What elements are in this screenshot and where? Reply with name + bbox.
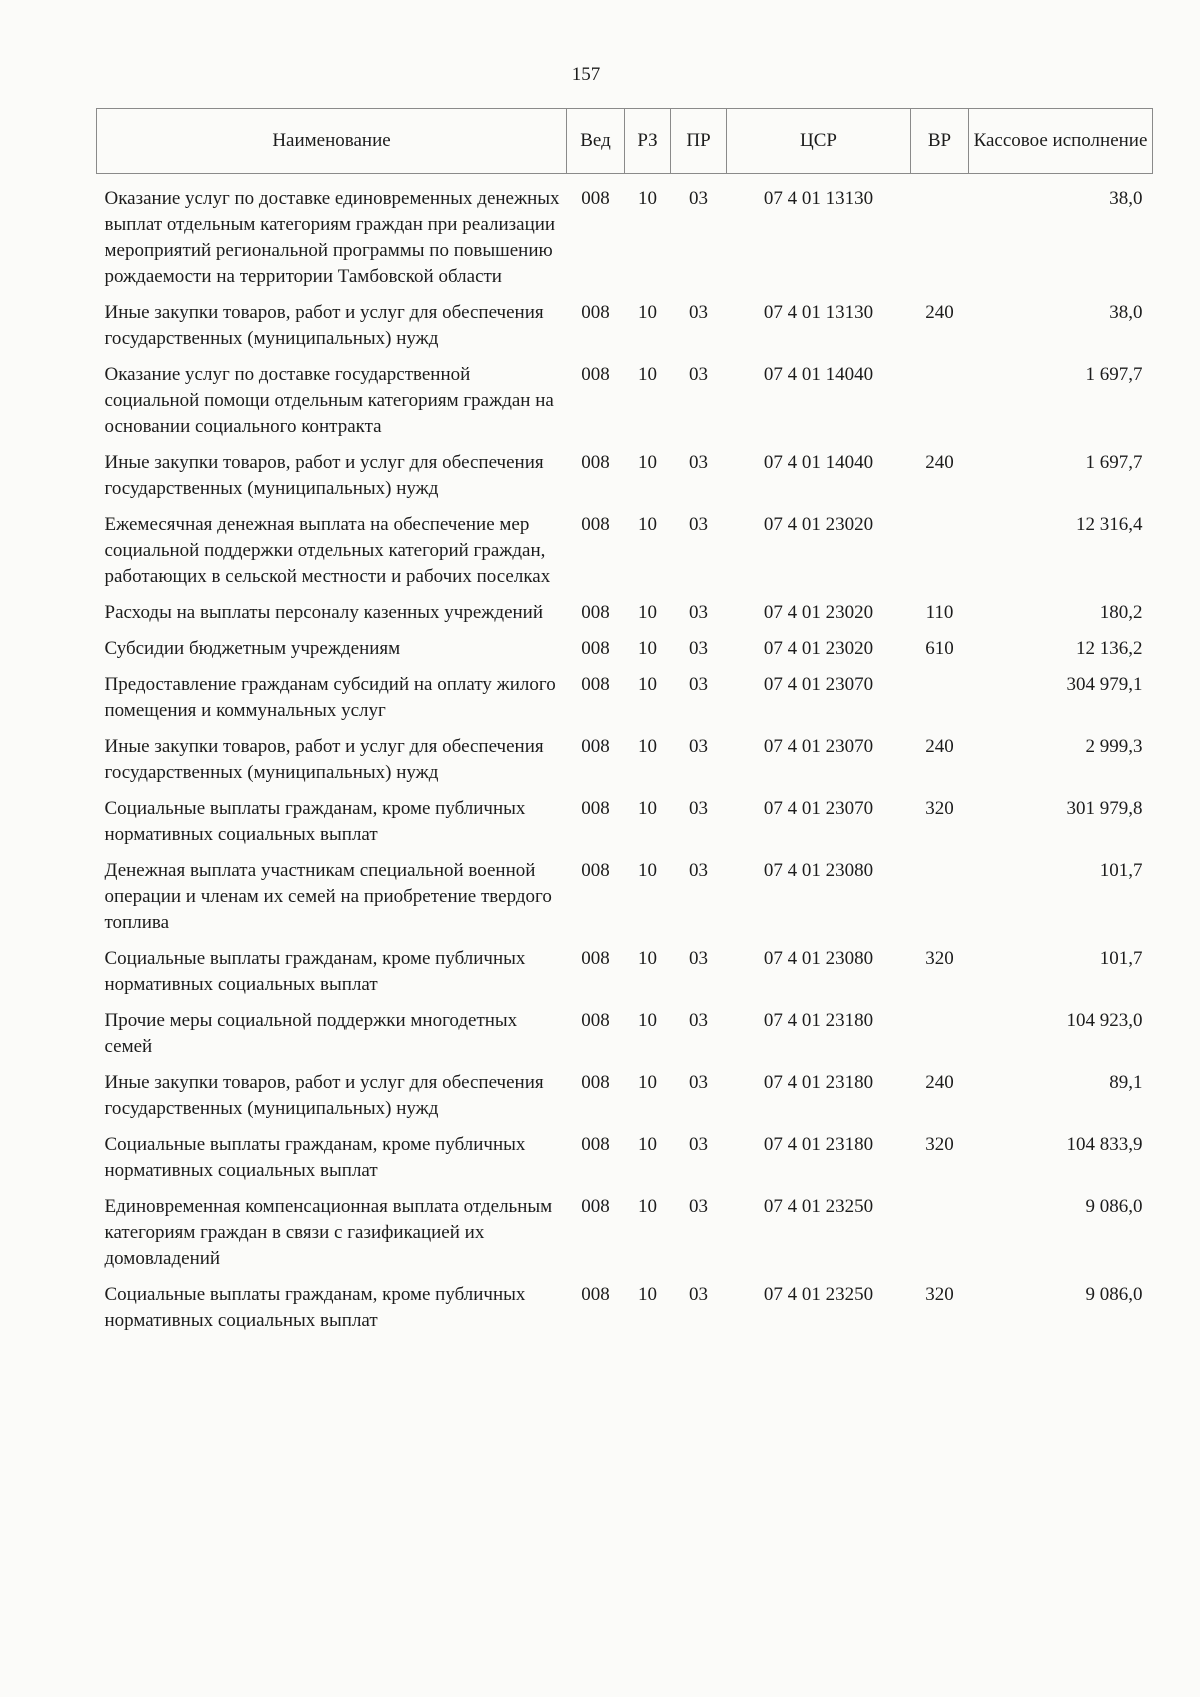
row-rz: 10 [638, 736, 657, 757]
row-sum: 180,2 [1099, 602, 1143, 623]
row-ved: 008 [581, 860, 610, 881]
row-rz: 10 [638, 1072, 657, 1093]
row-sum: 38,0 [1109, 188, 1143, 209]
row-vr: 240 [925, 302, 954, 323]
row-sum: 12 316,4 [1076, 514, 1143, 535]
row-sum: 301 979,8 [1066, 798, 1143, 819]
table-row [97, 186, 1153, 300]
spacer-row [97, 174, 1153, 187]
row-vr [911, 672, 969, 734]
row-sum: 101,7 [1099, 860, 1143, 881]
table-row [97, 450, 1153, 512]
row-rz: 10 [638, 1196, 657, 1217]
row-rz: 10 [638, 452, 657, 473]
row-name: Оказание услуг по доставке государственной социальной помощи отдельным категориям граждан на основании социального контракта [104, 364, 554, 437]
row-vr: 240 [925, 1072, 954, 1093]
row-pr: 03 [689, 514, 708, 535]
header-pr: ПР [671, 109, 727, 174]
row-csr: 07 4 01 23250 [763, 1196, 874, 1217]
row-ved: 008 [581, 364, 610, 385]
row-ved: 008 [581, 602, 610, 623]
row-rz: 10 [638, 1284, 657, 1305]
row-sum: 1 697,7 [1085, 452, 1143, 473]
row-csr: 07 4 01 13130 [763, 188, 874, 209]
row-sum: 9 086,0 [1085, 1196, 1143, 1217]
row-vr [911, 1008, 969, 1070]
row-name: Социальные выплаты гражданам, кроме публичных нормативных социальных выплат [104, 948, 526, 995]
row-name: Предоставление гражданам субсидий на оплату жилого помещения и коммунальных услуг [104, 674, 556, 721]
table-row [97, 512, 1153, 600]
row-sum: 38,0 [1109, 302, 1143, 323]
row-vr [911, 858, 969, 946]
table-row [97, 672, 1153, 734]
row-rz: 10 [638, 364, 657, 385]
row-name: Прочие меры социальной поддержки многодетных семей [104, 1010, 518, 1057]
row-ved: 008 [581, 638, 610, 659]
row-pr: 03 [689, 1196, 708, 1217]
row-csr: 07 4 01 23080 [763, 860, 874, 881]
row-csr: 07 4 01 23070 [763, 798, 874, 819]
header-rz: РЗ [625, 109, 671, 174]
row-vr: 320 [925, 1134, 954, 1155]
header-ved: Вед [567, 109, 625, 174]
row-name: Иные закупки товаров, работ и услуг для обеспечения государственных (муниципальных) нужд [104, 302, 544, 349]
row-name: Иные закупки товаров, работ и услуг для обеспечения государственных (муниципальных) нужд [104, 452, 544, 499]
row-name: Социальные выплаты гражданам, кроме публичных нормативных социальных выплат [104, 1284, 526, 1331]
table-row [97, 300, 1153, 362]
row-csr: 07 4 01 23020 [763, 602, 874, 623]
row-csr: 07 4 01 23250 [763, 1284, 874, 1305]
row-rz: 10 [638, 602, 657, 623]
row-ved: 008 [581, 452, 610, 473]
row-ved: 008 [581, 1010, 610, 1031]
row-sum: 9 086,0 [1085, 1284, 1143, 1305]
table-row [97, 1008, 1153, 1070]
row-csr: 07 4 01 14040 [763, 452, 874, 473]
row-pr: 03 [689, 1134, 708, 1155]
row-vr [911, 362, 969, 450]
row-vr: 610 [925, 638, 954, 659]
row-vr [911, 1194, 969, 1282]
row-sum: 12 136,2 [1076, 638, 1143, 659]
header-sum: Кассовое исполнение [969, 109, 1153, 174]
row-vr: 110 [925, 602, 954, 623]
row-name: Иные закупки товаров, работ и услуг для обеспечения государственных (муниципальных) нужд [104, 1072, 544, 1119]
row-rz: 10 [638, 188, 657, 209]
row-sum: 304 979,1 [1066, 674, 1143, 695]
row-name: Оказание услуг по доставке единовременных денежных выплат отдельным категориям граждан при реализации мероприятий региональной программы по повышению рождаемости на территории Тамбовской области [104, 188, 560, 287]
row-ved: 008 [581, 1196, 610, 1217]
table-row [97, 734, 1153, 796]
row-sum: 104 923,0 [1066, 1010, 1143, 1031]
row-csr: 07 4 01 23080 [763, 948, 874, 969]
row-vr [911, 512, 969, 600]
row-csr: 07 4 01 23020 [763, 514, 874, 535]
header-vr: ВР [911, 109, 969, 174]
table-row [97, 1282, 1153, 1344]
row-sum: 2 999,3 [1085, 736, 1143, 757]
page-number: 157 [571, 64, 601, 85]
table-body [97, 174, 1153, 1345]
row-rz: 10 [638, 638, 657, 659]
row-vr: 320 [925, 1284, 954, 1305]
row-name: Расходы на выплаты персоналу казенных учреждений [104, 602, 544, 623]
table-row [97, 1070, 1153, 1132]
table-row [97, 636, 1153, 672]
row-vr: 320 [925, 948, 954, 969]
row-csr: 07 4 01 23180 [763, 1072, 874, 1093]
table-row [97, 796, 1153, 858]
row-rz: 10 [638, 948, 657, 969]
table-row [97, 600, 1153, 636]
row-pr: 03 [689, 602, 708, 623]
row-pr: 03 [689, 188, 708, 209]
row-pr: 03 [689, 452, 708, 473]
row-rz: 10 [638, 860, 657, 881]
row-ved: 008 [581, 948, 610, 969]
table-header [97, 109, 1153, 174]
row-rz: 10 [638, 1134, 657, 1155]
row-ved: 008 [581, 798, 610, 819]
row-csr: 07 4 01 23020 [763, 638, 874, 659]
row-ved: 008 [581, 188, 610, 209]
row-pr: 03 [689, 1284, 708, 1305]
row-sum: 1 697,7 [1085, 364, 1143, 385]
row-ved: 008 [581, 1072, 610, 1093]
row-csr: 07 4 01 23070 [763, 674, 874, 695]
header-name: Наименование [97, 109, 567, 174]
row-name: Социальные выплаты гражданам, кроме публичных нормативных социальных выплат [104, 1134, 526, 1181]
row-pr: 03 [689, 302, 708, 323]
table-row [97, 858, 1153, 946]
row-rz: 10 [638, 514, 657, 535]
row-pr: 03 [689, 638, 708, 659]
row-pr: 03 [689, 736, 708, 757]
row-csr: 07 4 01 23070 [763, 736, 874, 757]
row-pr: 03 [689, 798, 708, 819]
row-ved: 008 [581, 1134, 610, 1155]
header-csr: ЦСР [727, 109, 911, 174]
row-vr: 240 [925, 452, 954, 473]
row-name: Денежная выплата участникам специальной военной операции и членам их семей на приобретение твердого топлива [104, 860, 552, 933]
table-row [97, 1132, 1153, 1194]
row-rz: 10 [638, 674, 657, 695]
row-sum: 104 833,9 [1066, 1134, 1143, 1155]
row-ved: 008 [581, 674, 610, 695]
row-name: Иные закупки товаров, работ и услуг для обеспечения государственных (муниципальных) нужд [104, 736, 544, 783]
table-row [97, 1194, 1153, 1282]
row-vr: 240 [925, 736, 954, 757]
table-row [97, 362, 1153, 450]
row-ved: 008 [581, 302, 610, 323]
row-pr: 03 [689, 1010, 708, 1031]
row-ved: 008 [581, 1284, 610, 1305]
row-vr: 320 [925, 798, 954, 819]
table-row [97, 946, 1153, 1008]
row-name: Социальные выплаты гражданам, кроме публичных нормативных социальных выплат [104, 798, 526, 845]
row-ved: 008 [581, 736, 610, 757]
row-pr: 03 [689, 860, 708, 881]
row-rz: 10 [638, 1010, 657, 1031]
row-pr: 03 [689, 948, 708, 969]
row-name: Субсидии бюджетным учреждениям [104, 638, 401, 659]
row-pr: 03 [689, 1072, 708, 1093]
row-csr: 07 4 01 23180 [763, 1010, 874, 1031]
row-name: Единовременная компенсационная выплата отдельным категориям граждан в связи с газификацией их домовладений [104, 1196, 553, 1269]
budget-table [96, 108, 1153, 1344]
row-csr: 07 4 01 14040 [763, 364, 874, 385]
row-csr: 07 4 01 23180 [763, 1134, 874, 1155]
row-csr: 07 4 01 13130 [763, 302, 874, 323]
row-ved: 008 [581, 514, 610, 535]
row-rz: 10 [638, 798, 657, 819]
row-vr [911, 186, 969, 300]
row-sum: 101,7 [1099, 948, 1143, 969]
row-pr: 03 [689, 364, 708, 385]
row-name: Ежемесячная денежная выплата на обеспечение мер социальной поддержки отдельных категорий граждан, работающих в сельской местности и рабочих поселках [104, 514, 551, 587]
row-rz: 10 [638, 302, 657, 323]
row-pr: 03 [689, 674, 708, 695]
row-sum: 89,1 [1109, 1072, 1143, 1093]
